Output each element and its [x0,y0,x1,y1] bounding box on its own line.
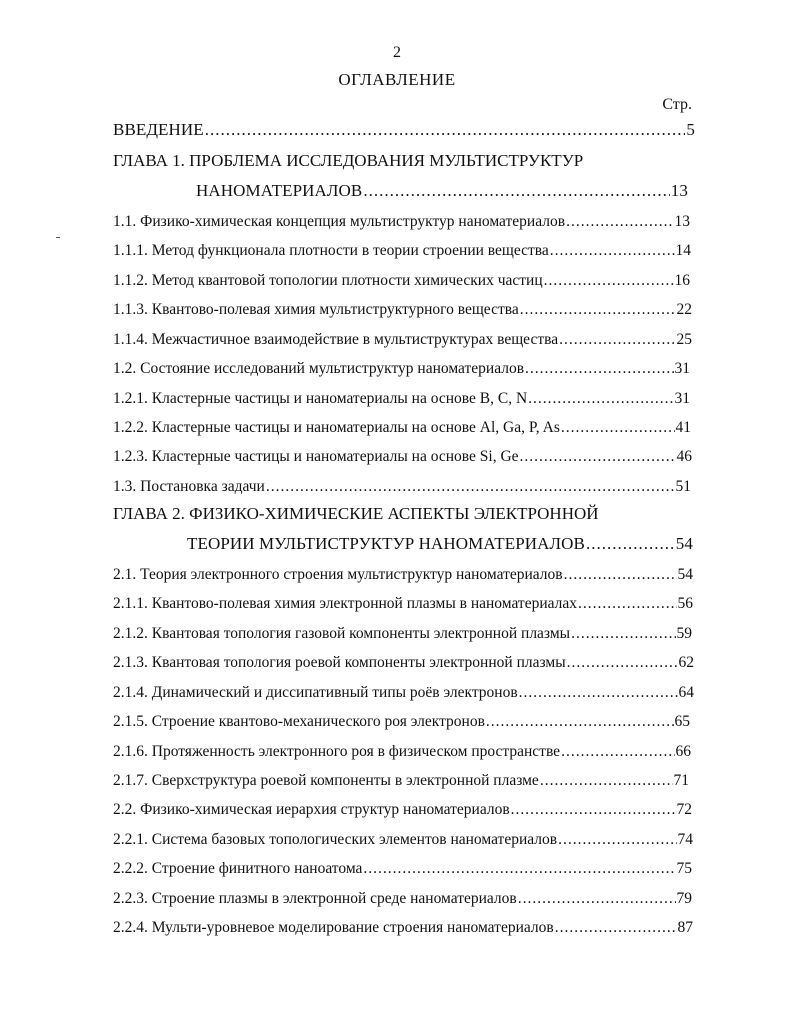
dot-leader [567,653,678,673]
toc-entry-text: 1.1.4. Межчастичное взаимодействие в мультиструктурах вещества [113,331,559,348]
dot-leader [486,712,674,732]
dot-leader [564,565,677,585]
toc-entry-page: 74 [677,831,693,848]
toc-entry-page: 66 [675,743,691,760]
toc-entry [113,271,690,291]
page-number: 2 [393,44,401,61]
toc-entry-page: 5 [686,120,695,139]
dot-leader [571,624,675,644]
toc-entry-page: 22 [676,301,692,318]
chapter-2-heading-cont [187,534,693,554]
toc-entry-page: 31 [674,360,690,377]
dot-leader [519,683,678,703]
dot-leader [520,447,676,467]
toc-entry [113,800,692,820]
toc-entry-text: 1.2.2. Кластерные частицы и наноматериалы на основе Al, Ga, P, As [113,419,560,436]
toc-entry-text: 2.1.5. Строение квантово-механического роя электронов [113,713,485,730]
chapter-1-heading-cont [196,181,688,201]
toc-entry-text: 2.1.4. Динамический и диссипативный типы роёв электронов [113,684,518,701]
toc-entry-text: 2.1.6. Протяженность электронного роя в физическом пространстве [113,743,561,760]
dot-leader [559,330,675,350]
toc-entry [113,477,691,497]
toc-entry-page: 25 [676,331,692,348]
dot-leader [555,918,677,938]
dot-leader [544,271,674,291]
toc-entry [113,653,694,673]
toc-entry [113,212,690,232]
toc-entry-text: 1.2. Состояние исследований мультиструктур наноматериалов [113,360,525,377]
dot-leader [363,859,675,879]
chapter-1-heading: ГЛАВА 1. ПРОБЛЕМА ИССЛЕДОВАНИЯ МУЛЬТИСТРУКТУР [113,151,584,170]
toc-entry-page: 62 [678,654,694,671]
toc-entry [113,300,692,320]
toc-entry-page: 13 [670,181,688,200]
toc-entry-page: 41 [675,419,691,436]
toc-entry [113,624,692,644]
dot-leader [363,181,669,201]
toc-entry [113,447,692,467]
toc-entry-text: 1.1.2. Метод квантовой топологии плотности химических частиц [113,272,543,289]
toc-entry [113,418,691,438]
toc-entry-page: 79 [676,890,692,907]
dot-leader [578,594,676,614]
toc-entry-text: 2.2. Физико-химическая иерархия структур наноматериалов [113,801,510,818]
dot-leader [520,300,676,320]
dot-leader [586,534,675,554]
toc-entry-text: 2.2.4. Мульти-уровневое моделирование строения наноматериалов [113,919,554,936]
toc-entry-page: 71 [673,772,689,789]
toc-entry-page: 75 [676,860,692,877]
toc-entry [113,712,690,732]
toc-entry-text: ТЕОРИИ МУЛЬТИСТРУКТУР НАНОМАТЕРИАЛОВ [187,534,585,553]
dot-leader [518,889,676,909]
toc-entry [113,594,693,614]
toc-entry-page: 56 [677,595,693,612]
dot-leader [528,389,673,409]
toc-entry-text: ВВЕДЕНИЕ [113,120,204,139]
toc-entry-page: 72 [676,801,692,818]
dot-leader [540,771,673,791]
toc-entry [113,683,694,703]
toc-entry-page: 31 [674,390,690,407]
dot-leader [561,742,674,762]
toc-entry-text: 1.2.1. Кластерные частицы и наноматериалы на основе B, C, N [113,390,528,407]
toc-entry-page: 14 [675,242,691,259]
toc-entry-page: 64 [678,684,694,701]
toc-entry [113,859,692,879]
toc-entry-text: 2.2.1. Система базовых топологических элементов наноматериалов [113,831,558,848]
toc-entry-page: 65 [674,713,690,730]
toc-entry-text: 2.2.2. Строение финитного наноатома [113,860,363,877]
dot-leader [525,359,673,379]
dot-leader [561,418,675,438]
toc-entry-page: 46 [676,448,692,465]
toc-entry-text: 1.2.3. Кластерные частицы и наноматериалы на основе Si, Ge [113,448,519,465]
toc-entry [113,241,691,261]
dot-leader [511,800,676,820]
toc-entry [113,742,691,762]
toc-entry [113,918,693,938]
toc-entry [113,389,690,409]
toc-entry-text: 2.1.3. Квантовая топология роевой компоненты электронной плазмы [113,654,566,671]
toc-entry-page: 51 [675,478,691,495]
dot-leader [205,120,686,140]
toc-entry [113,330,692,350]
chapter-2-heading: ГЛАВА 2. ФИЗИКО-ХИМИЧЕСКИЕ АСПЕКТЫ ЭЛЕКТРОННОЙ [113,504,599,523]
toc-entry-text: 1.3. Постановка задачи [113,478,265,495]
dot-leader [558,830,676,850]
toc-entry-text: 2.2.3. Строение плазмы в электронной среде наноматериалов [113,890,517,907]
dot-leader [266,477,675,497]
toc-title: ОГЛАВЛЕНИЕ [338,70,456,89]
stray-mark [56,237,60,238]
toc-entry [113,771,689,791]
toc-entry [113,830,693,850]
dot-leader [566,212,673,232]
toc-entry-text: НАНОМАТЕРИАЛОВ [196,181,363,200]
toc-entry-text: 1.1. Физико-химическая концепция мультиструктур наноматериалов [113,213,566,230]
toc-entry-intro [113,120,695,140]
toc-entry-page: 54 [675,534,693,553]
page-column-label: Стр. [662,96,692,113]
toc-entry-text: 2.1.1. Квантово-полевая химия электронной плазмы в наноматериалах [113,595,578,612]
toc-entry-text: 2.1.2. Квантовая топология газовой компоненты электронной плазмы [113,625,571,642]
toc-entry [113,565,693,585]
toc-entry-page: 87 [677,919,693,936]
toc-entry-text: 2.1. Теория электронного строения мультиструктур наноматериалов [113,566,563,583]
toc-entry-text: 1.1.3. Квантово-полевая химия мультиструктурного вещества [113,301,519,318]
dot-leader [550,241,675,261]
toc-entry-text: 1.1.1. Метод функционала плотности в теории строении вещества [113,242,549,259]
toc-entry-page: 13 [674,213,690,230]
toc-entry-page: 54 [677,566,693,583]
toc-entry [113,889,692,909]
toc-entry-text: 2.1.7. Сверхструктура роевой компоненты в электронной плазме [113,772,539,789]
toc-entry-page: 16 [674,272,690,289]
toc-entry-page: 59 [676,625,692,642]
toc-entry [113,359,690,379]
